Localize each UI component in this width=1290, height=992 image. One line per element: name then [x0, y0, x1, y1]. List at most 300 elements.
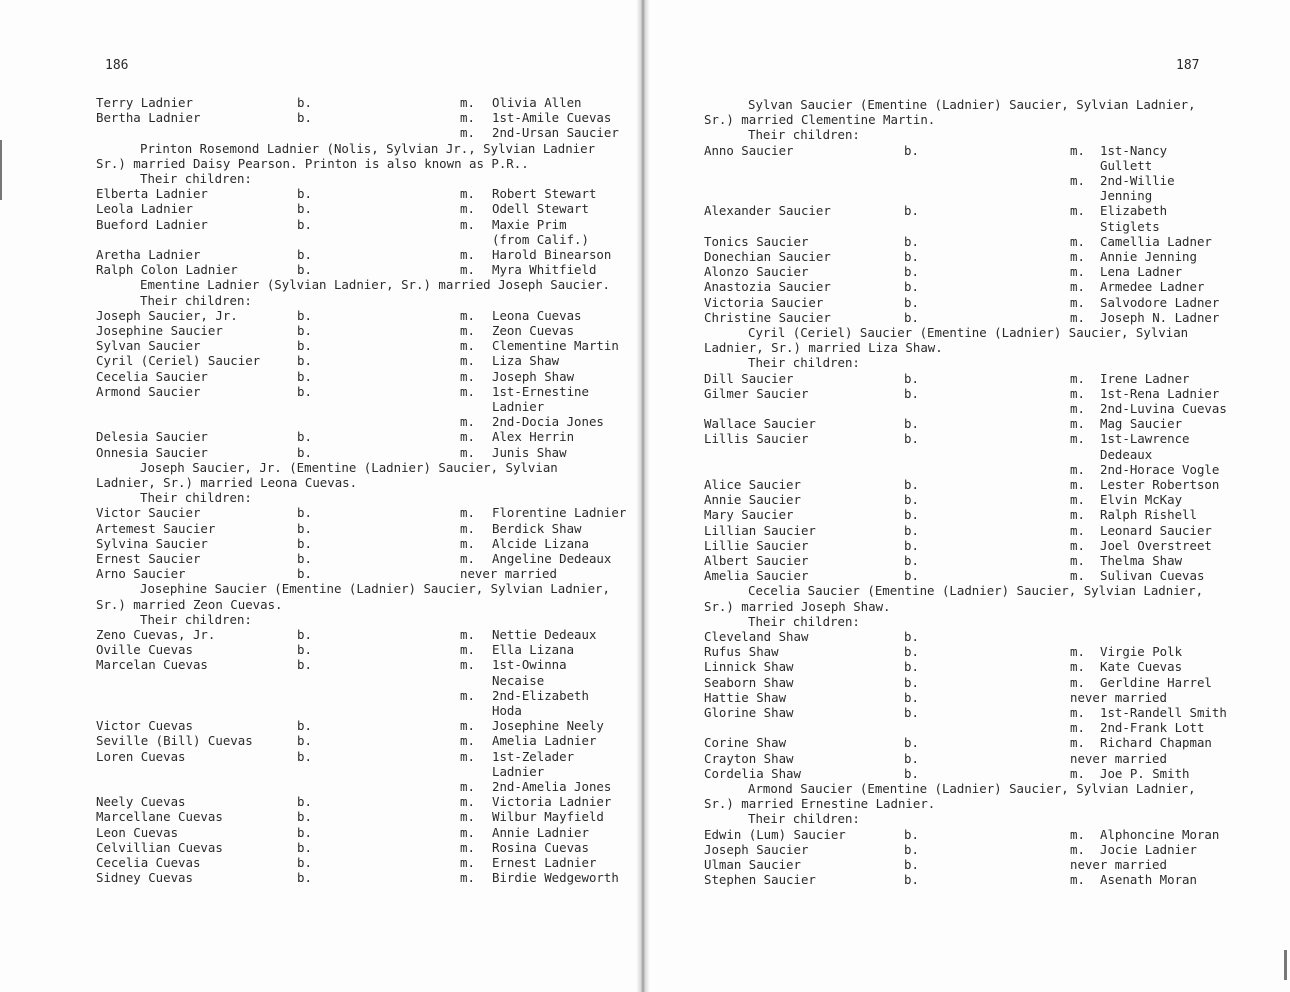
spouse-name: Josephine Neely — [492, 718, 604, 734]
born-marker: b. — [904, 416, 919, 432]
person-name: Crayton Shaw — [704, 750, 794, 766]
married-marker: m. — [460, 368, 475, 384]
married-marker: m. — [460, 95, 475, 110]
born-marker: b. — [904, 841, 919, 857]
book-gutter — [636, 0, 650, 992]
spouse-name: Angeline Dedeaux — [492, 551, 612, 566]
married-marker: m. — [1070, 233, 1085, 249]
born-marker: b. — [297, 870, 312, 886]
married-marker: m. — [1070, 674, 1085, 690]
spouse-name: Richard Chapman — [1100, 735, 1212, 751]
marriage-note: never married — [1070, 689, 1167, 705]
spouse-name: Clementine Martin — [492, 338, 619, 354]
person-name: Terry Ladnier — [96, 95, 193, 110]
marriage-note: never married — [460, 566, 557, 582]
paragraph-text: Josephine Saucier (Ementine (Ladnier) Saucier, Sylvian Ladnier, — [140, 581, 610, 597]
born-marker: b. — [297, 794, 312, 810]
born-marker: b. — [297, 353, 312, 369]
spouse-name: Sulivan Cuevas — [1100, 568, 1205, 584]
married-marker: m. — [460, 687, 475, 703]
married-marker: m. — [460, 809, 475, 825]
page-edge-mark — [1284, 950, 1287, 980]
person-name: Arno Saucier — [96, 566, 186, 582]
spouse-name: 2nd-Frank Lott — [1100, 720, 1205, 736]
person-name: Seville (Bill) Cuevas — [96, 733, 253, 749]
married-marker: m. — [460, 855, 475, 870]
spouse-name: Lester Robertson — [1100, 477, 1220, 492]
right-page-number: 187 — [1176, 58, 1200, 73]
spouse-name: Gerldine Harrel — [1100, 674, 1212, 690]
born-marker: b. — [904, 644, 919, 660]
married-marker: m. — [1070, 264, 1085, 280]
born-marker: b. — [297, 429, 312, 445]
person-name: Joseph Saucier — [704, 841, 809, 857]
married-marker: m. — [1070, 720, 1085, 736]
paragraph-text: Their children: — [140, 611, 252, 627]
spouse-name: 1st-Nancy — [1100, 142, 1168, 158]
person-name: Lillie Saucier — [704, 537, 809, 553]
married-marker: m. — [1070, 401, 1085, 416]
person-name: Albert Saucier — [704, 553, 809, 568]
spouse-name: Elizabeth — [1100, 203, 1168, 219]
person-name: Cecelia Saucier — [96, 368, 208, 384]
married-marker: m. — [460, 414, 475, 430]
person-name: Christine Saucier — [704, 309, 831, 325]
born-marker: b. — [297, 110, 312, 126]
spouse-name: Leonard Saucier — [1100, 522, 1212, 538]
married-marker: m. — [460, 535, 475, 551]
paragraph-text: Sr.) married Zeon Cuevas. — [96, 596, 283, 612]
born-marker: b. — [904, 294, 919, 310]
born-marker: b. — [904, 142, 919, 158]
person-name: Stephen Saucier — [704, 872, 816, 888]
spouse-name: 2nd-Docia Jones — [492, 414, 604, 430]
spouse-name: Hoda — [492, 703, 522, 718]
spouse-name: Gullett — [1100, 157, 1153, 173]
spouse-name: Harold Binearson — [492, 247, 612, 262]
person-name: Hattie Shaw — [704, 689, 787, 705]
person-name: Bueford Ladnier — [96, 216, 208, 232]
person-name: Armond Saucier — [96, 383, 201, 399]
married-marker: m. — [1070, 142, 1085, 158]
spouse-name: 1st-Rena Ladnier — [1100, 385, 1220, 401]
spouse-name: Ella Lizana — [492, 642, 575, 658]
born-marker: b. — [297, 323, 312, 338]
person-name: Zeno Cuevas, Jr. — [96, 627, 216, 642]
married-marker: m. — [1070, 431, 1085, 447]
born-marker: b. — [297, 642, 312, 658]
person-name: Sylvina Saucier — [96, 535, 208, 551]
person-name: Alonzo Saucier — [704, 264, 809, 280]
person-name: Dill Saucier — [704, 370, 794, 386]
paragraph-text: Their children: — [140, 171, 252, 186]
spouse-name: Alcide Lizana — [492, 535, 589, 551]
married-marker: m. — [1070, 507, 1085, 523]
person-name: Edwin (Lum) Saucier — [704, 826, 846, 842]
married-marker: m. — [460, 794, 475, 810]
paragraph-text: Sr.) married Clementine Martin. — [704, 112, 936, 128]
spouse-name: Joseph N. Ladner — [1100, 309, 1220, 325]
born-marker: b. — [904, 477, 919, 492]
born-marker: b. — [297, 338, 312, 354]
person-name: Anno Saucier — [704, 142, 794, 158]
married-marker: m. — [460, 520, 475, 536]
married-marker: m. — [460, 429, 475, 445]
spouse-name: Ladnier — [492, 763, 545, 779]
spouse-name: Rosina Cuevas — [492, 839, 589, 855]
born-marker: b. — [904, 735, 919, 751]
person-name: Sidney Cuevas — [96, 870, 193, 886]
married-marker: m. — [460, 247, 475, 262]
spouse-name: Joe P. Smith — [1100, 765, 1190, 781]
born-marker: b. — [297, 824, 312, 840]
spouse-name: Armedee Ladner — [1100, 279, 1205, 295]
born-marker: b. — [297, 839, 312, 855]
spouse-name: Virgie Polk — [1100, 644, 1183, 660]
married-marker: m. — [460, 870, 475, 886]
spouse-name: Salvodore Ladner — [1100, 294, 1220, 310]
born-marker: b. — [297, 748, 312, 764]
person-name: Annie Saucier — [704, 492, 801, 508]
spouse-name: 2nd-Amelia Jones — [492, 779, 612, 794]
married-marker: m. — [1070, 309, 1085, 325]
person-name: Amelia Saucier — [704, 568, 809, 584]
spouse-name: Victoria Ladnier — [492, 794, 612, 810]
born-marker: b. — [297, 551, 312, 566]
spouse-name: Berdick Shaw — [492, 520, 582, 536]
spouse-name: Myra Whitfield — [492, 262, 597, 278]
person-name: Oville Cuevas — [96, 642, 193, 658]
spouse-name: Stiglets — [1100, 218, 1160, 234]
spouse-name: Ernest Ladnier — [492, 855, 597, 870]
born-marker: b. — [904, 689, 919, 705]
born-marker: b. — [904, 279, 919, 295]
born-marker: b. — [904, 385, 919, 401]
paragraph-text: Their children: — [748, 127, 860, 143]
spouse-name: 2nd-Elizabeth — [492, 687, 589, 703]
spouse-name: 1st-Lawrence — [1100, 431, 1190, 447]
person-name: Gilmer Saucier — [704, 385, 809, 401]
married-marker: m. — [460, 733, 475, 749]
paragraph-text: Sr.) married Joseph Shaw. — [704, 598, 891, 614]
paragraph-text: Sylvan Saucier (Ementine (Ladnier) Saucier, Sylvian Ladnier, — [748, 97, 1196, 112]
born-marker: b. — [904, 553, 919, 568]
paragraph-text: Joseph Saucier, Jr. (Ementine (Ladnier) Saucier, Sylvian — [140, 459, 558, 475]
spouse-name: 1st-Ernestine — [492, 383, 589, 399]
married-marker: m. — [460, 353, 475, 369]
married-marker: m. — [460, 323, 475, 338]
born-marker: b. — [904, 765, 919, 781]
born-marker: b. — [297, 855, 312, 870]
spouse-name: Alex Herrin — [492, 429, 575, 445]
person-name: Linnick Shaw — [704, 659, 794, 675]
born-marker: b. — [904, 674, 919, 690]
person-name: Alexander Saucier — [704, 203, 831, 219]
person-name: Corine Shaw — [704, 735, 787, 751]
spouse-name: Mag Saucier — [1100, 416, 1183, 432]
married-marker: m. — [460, 657, 475, 673]
person-name: Delesia Saucier — [96, 429, 208, 445]
person-name: Victor Cuevas — [96, 718, 193, 734]
married-marker: m. — [1070, 826, 1085, 842]
person-name: Lillis Saucier — [704, 431, 809, 447]
page-edge-mark — [0, 140, 2, 200]
person-name: Cordelia Shaw — [704, 765, 801, 781]
married-marker: m. — [460, 718, 475, 734]
born-marker: b. — [297, 657, 312, 673]
born-marker: b. — [297, 95, 312, 110]
paragraph-text: Their children: — [748, 613, 860, 629]
spouse-name: 1st-Randell Smith — [1100, 705, 1227, 720]
spouse-name: Amelia Ladnier — [492, 733, 597, 749]
left-page — [0, 0, 636, 992]
spouse-name: Jocie Ladnier — [1100, 841, 1197, 857]
born-marker: b. — [904, 203, 919, 219]
born-marker: b. — [904, 233, 919, 249]
right-page — [650, 0, 1290, 992]
married-marker: m. — [1070, 173, 1085, 188]
married-marker: m. — [1070, 385, 1085, 401]
born-marker: b. — [297, 186, 312, 202]
married-marker: m. — [460, 779, 475, 794]
born-marker: b. — [904, 872, 919, 888]
married-marker: m. — [460, 216, 475, 232]
born-marker: b. — [297, 201, 312, 217]
born-marker: b. — [297, 383, 312, 399]
person-name: Lillian Saucier — [704, 522, 816, 538]
spouse-name: Olivia Allen — [492, 95, 582, 110]
married-marker: m. — [1070, 461, 1085, 477]
married-marker: m. — [1070, 765, 1085, 781]
person-name: Rufus Shaw — [704, 644, 779, 660]
person-name: Josephine Saucier — [96, 323, 223, 338]
married-marker: m. — [1070, 841, 1085, 857]
person-name: Bertha Ladnier — [96, 110, 201, 126]
person-name: Ralph Colon Ladnier — [96, 262, 238, 278]
paragraph-text: Cecelia Saucier (Ementine (Ladnier) Saucier, Sylvian Ladnier, — [748, 583, 1204, 599]
spouse-name: Odell Stewart — [492, 201, 589, 217]
spouse-name: Asenath Moran — [1100, 872, 1197, 888]
person-name: Donechian Saucier — [704, 249, 831, 264]
person-name: Celvillian Cuevas — [96, 839, 223, 855]
born-marker: b. — [904, 826, 919, 842]
person-name: Joseph Saucier, Jr. — [96, 307, 238, 323]
person-name: Tonics Saucier — [704, 233, 809, 249]
born-marker: b. — [297, 718, 312, 734]
paragraph-text: Cyril (Ceriel) Saucier (Ementine (Ladnier) Saucier, Sylvian — [748, 325, 1189, 340]
spouse-name: Joseph Shaw — [492, 368, 575, 384]
spouse-name: Ladnier — [492, 399, 545, 414]
person-name: Cleveland Shaw — [704, 629, 809, 644]
born-marker: b. — [297, 535, 312, 551]
person-name: Alice Saucier — [704, 477, 801, 492]
paragraph-text: Their children: — [140, 490, 252, 506]
paragraph-text: Armond Saucier (Ementine (Ladnier) Saucier, Sylvian Ladnier, — [748, 781, 1196, 796]
born-marker: b. — [904, 659, 919, 675]
born-marker: b. — [904, 370, 919, 386]
married-marker: m. — [1070, 416, 1085, 432]
born-marker: b. — [297, 307, 312, 323]
spouse-name: 1st-Amile Cuevas — [492, 110, 612, 126]
marriage-note: never married — [1070, 857, 1167, 872]
married-marker: m. — [460, 201, 475, 217]
spouse-name: Lena Ladner — [1100, 264, 1183, 280]
spouse-name: Ralph Rishell — [1100, 507, 1197, 523]
born-marker: b. — [904, 309, 919, 325]
born-marker: b. — [297, 627, 312, 642]
married-marker: m. — [460, 642, 475, 658]
paragraph-text: Sr.) married Ernestine Ladnier. — [704, 796, 936, 812]
born-marker: b. — [904, 857, 919, 872]
spouse-name: Dedeaux — [1100, 446, 1153, 462]
born-marker: b. — [904, 629, 919, 644]
spouse-name: Elvin McKay — [1100, 492, 1183, 508]
spouse-name: Camellia Ladner — [1100, 233, 1212, 249]
married-marker: m. — [1070, 537, 1085, 553]
married-marker: m. — [1070, 492, 1085, 508]
person-name: Glorine Shaw — [704, 705, 794, 720]
married-marker: m. — [460, 505, 475, 521]
married-marker: m. — [1070, 644, 1085, 660]
person-name: Marcellane Cuevas — [96, 809, 223, 825]
paragraph-text: Ementine Ladnier (Sylvian Ladnier, Sr.) married Joseph Saucier. — [140, 277, 610, 293]
born-marker: b. — [297, 505, 312, 521]
paragraph-text: Sr.) married Daisy Pearson. Printon is also known as P.R.. — [96, 155, 529, 171]
person-name: Leon Cuevas — [96, 824, 179, 840]
born-marker: b. — [904, 264, 919, 280]
spouse-name: Jenning — [1100, 188, 1153, 204]
born-marker: b. — [904, 522, 919, 538]
born-marker: b. — [297, 262, 312, 278]
married-marker: m. — [1070, 872, 1085, 888]
born-marker: b. — [297, 733, 312, 749]
born-marker: b. — [904, 568, 919, 584]
person-name: Aretha Ladnier — [96, 247, 201, 262]
spouse-name: Necaise — [492, 672, 545, 688]
spouse-name: Kate Cuevas — [1100, 659, 1183, 675]
person-name: Victor Saucier — [96, 505, 201, 521]
spouse-name: Annie Jenning — [1100, 249, 1197, 264]
married-marker: m. — [1070, 294, 1085, 310]
married-marker: m. — [460, 307, 475, 323]
marriage-note: never married — [1070, 750, 1167, 766]
spouse-name: Junis Shaw — [492, 444, 567, 460]
born-marker: b. — [297, 368, 312, 384]
born-marker: b. — [297, 520, 312, 536]
spouse-name: Joel Overstreet — [1100, 537, 1212, 553]
married-marker: m. — [460, 627, 475, 642]
spouse-name: Zeon Cuevas — [492, 323, 575, 338]
person-name: Marcelan Cuevas — [96, 657, 208, 673]
married-marker: m. — [1070, 568, 1085, 584]
married-marker: m. — [1070, 735, 1085, 751]
born-marker: b. — [904, 750, 919, 766]
paragraph-text: Ladnier, Sr.) married Liza Shaw. — [704, 340, 943, 356]
spouse-name: Birdie Wedgeworth — [492, 870, 619, 886]
born-marker: b. — [904, 537, 919, 553]
spouse-name: Nettie Dedeaux — [492, 627, 597, 642]
spouse-name: Maxie Prim — [492, 216, 567, 232]
spouse-name: 1st-Owinna — [492, 657, 567, 673]
spouse-name: Leona Cuevas — [492, 307, 582, 323]
spouse-name: (from Calif.) — [492, 231, 589, 247]
spouse-name: Irene Ladner — [1100, 370, 1190, 386]
married-marker: m. — [1070, 522, 1085, 538]
married-marker: m. — [460, 262, 475, 278]
person-name: Ulman Saucier — [704, 857, 801, 872]
paragraph-text: Ladnier, Sr.) married Leona Cuevas. — [96, 475, 358, 490]
person-name: Elberta Ladnier — [96, 186, 208, 202]
married-marker: m. — [1070, 203, 1085, 219]
born-marker: b. — [297, 809, 312, 825]
spouse-name: Liza Shaw — [492, 353, 560, 369]
spouse-name: 1st-Zelader — [492, 748, 575, 764]
person-name: Loren Cuevas — [96, 748, 186, 764]
spouse-name: Thelma Shaw — [1100, 553, 1183, 568]
married-marker: m. — [1070, 249, 1085, 264]
paragraph-text: Their children: — [748, 355, 860, 371]
married-marker: m. — [1070, 370, 1085, 386]
married-marker: m. — [460, 383, 475, 399]
born-marker: b. — [297, 216, 312, 232]
person-name: Seaborn Shaw — [704, 674, 794, 690]
born-marker: b. — [904, 705, 919, 720]
married-marker: m. — [1070, 477, 1085, 492]
married-marker: m. — [1070, 705, 1085, 720]
person-name: Ernest Saucier — [96, 551, 201, 566]
paragraph-text: Their children: — [748, 811, 860, 827]
born-marker: b. — [297, 566, 312, 582]
married-marker: m. — [460, 839, 475, 855]
person-name: Neely Cuevas — [96, 794, 186, 810]
person-name: Anastozia Saucier — [704, 279, 831, 295]
married-marker: m. — [460, 551, 475, 566]
born-marker: b. — [904, 507, 919, 523]
person-name: Artemest Saucier — [96, 520, 216, 536]
born-marker: b. — [904, 492, 919, 508]
born-marker: b. — [904, 249, 919, 264]
person-name: Cecelia Cuevas — [96, 855, 201, 870]
paragraph-text: Their children: — [140, 292, 252, 308]
married-marker: m. — [1070, 659, 1085, 675]
spouse-name: Wilbur Mayfield — [492, 809, 604, 825]
person-name: Wallace Saucier — [704, 416, 816, 432]
spouse-name: Annie Ladnier — [492, 824, 589, 840]
spouse-name: Robert Stewart — [492, 186, 597, 202]
married-marker: m. — [460, 444, 475, 460]
married-marker: m. — [1070, 553, 1085, 568]
left-page-number: 186 — [105, 58, 129, 73]
married-marker: m. — [460, 110, 475, 126]
married-marker: m. — [460, 125, 475, 141]
married-marker: m. — [460, 338, 475, 354]
person-name: Onnesia Saucier — [96, 444, 208, 460]
born-marker: b. — [904, 431, 919, 447]
spouse-name: 2nd-Luvina Cuevas — [1100, 401, 1227, 416]
spouse-name: 2nd-Willie — [1100, 173, 1175, 188]
married-marker: m. — [460, 824, 475, 840]
person-name: Sylvan Saucier — [96, 338, 201, 354]
born-marker: b. — [297, 444, 312, 460]
person-name: Victoria Saucier — [704, 294, 824, 310]
paragraph-text: Printon Rosemond Ladnier (Nolis, Sylvian Jr., Sylvian Ladnier — [140, 140, 596, 156]
born-marker: b. — [297, 247, 312, 262]
married-marker: m. — [460, 748, 475, 764]
person-name: Leola Ladnier — [96, 201, 193, 217]
person-name: Cyril (Ceriel) Saucier — [96, 353, 261, 369]
person-name: Mary Saucier — [704, 507, 794, 523]
spouse-name: Alphoncine Moran — [1100, 826, 1220, 842]
